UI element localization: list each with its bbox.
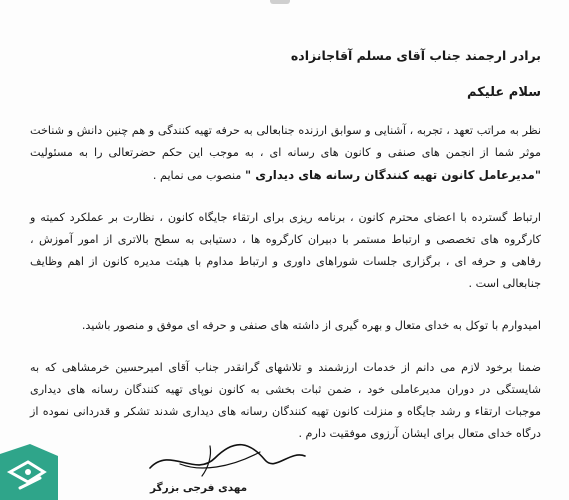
page-edge-mark (270, 0, 290, 4)
paragraph-duties: ارتباط گسترده با اعضای محترم کانون ، برنامه ریزی برای ارتقاء جایگاه کانون ، نظارت بر عملکرد کمیته و کارگروه های تخصصی و ارتباط مستمر با دبیران کارگروه ها ، دستیابی به سطح بالاتری از امور آموزش ، رفاهی و حرفه ای ، برگزاری جلسات شوراهای داوری و ارتباط مداوم با هیئت مدیره کانون از اهم وظایف جنابعالی است . (30, 211, 541, 290)
handwritten-signature (140, 438, 310, 482)
greeting: سلام علیکم (467, 85, 541, 100)
paragraph-wishes: امیدوارم با توکل به خدای متعال و بهره گیری از داشته های صنفی و حرفه ای موفق و منصور باشید. (81, 319, 541, 332)
recipient-salutation: برادر ارجمند جناب آقای مسلم آقاجانزاده (290, 48, 541, 63)
signature-block (140, 438, 310, 500)
paragraph-appointment-end: منصوب می نمایم . (152, 169, 242, 182)
organization-logo-icon (0, 444, 60, 500)
letter-body (30, 48, 541, 465)
paragraph-thanks: ضمنا برخود لازم می دانم از خدمات ارزشمند و تلاشهای گرانقدر جناب آقای امیرحسین خرمشاهی که به شایستگی در دوران مدیرعاملی خود ، ضمن ثبات بخشی به کانون نوپای تهیه کنندگان رسانه های دیداری موجبات ارتقاء و رشد جایگاه و منزلت کانون تهیه کنندگان رسانه های دیداری شدند تشکر و قدردانی نموده از درگاه خدای متعال برای ایشان آرزوی موفقیت دارم . (30, 361, 541, 440)
appointment-title: "مدیرعامل کانون تهیه کنندگان رسانه های دیداری " (244, 168, 541, 182)
paragraph-appointment (30, 120, 541, 187)
signer-name: مهدی فرجی بزرگر (150, 482, 248, 494)
paragraph-appointment-start: نظر به مراتب تعهد ، تجربه ، آشنایی و سوابق ارزنده جنابعالی به حرفه تهیه کنندگی و هم چنین دانش و شناخت موثر شما از انجمن های صنفی و کانون های رسانه ای ، به موجب این حکم حضرتعالی را به مسئولیت (30, 124, 541, 159)
